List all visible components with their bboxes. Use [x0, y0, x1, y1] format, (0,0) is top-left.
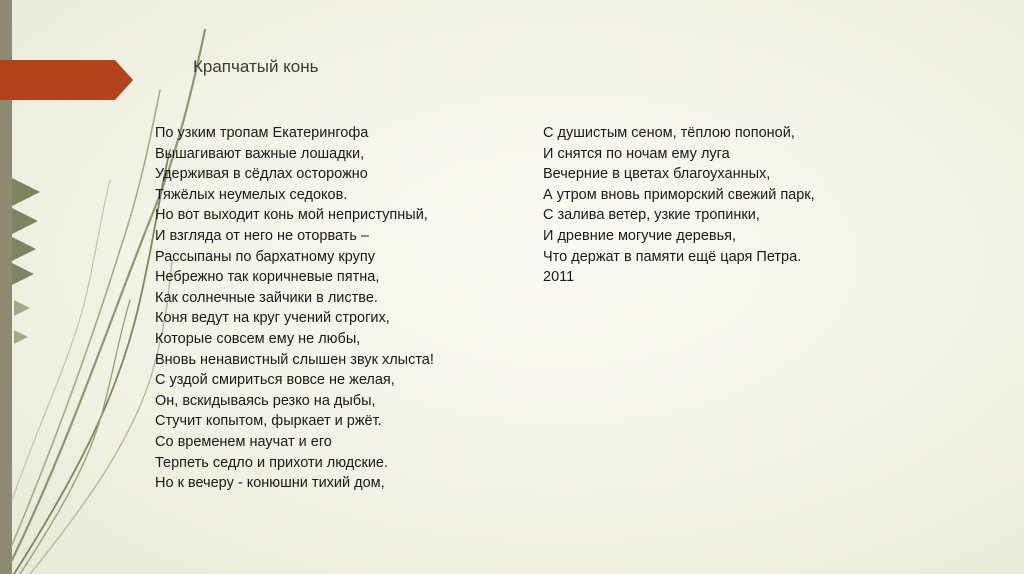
poem-line: Но к вечеру - конюшни тихий дом,: [155, 475, 385, 492]
poem-line: 2011: [543, 269, 575, 286]
poem-line: Со временем научат и его: [155, 433, 332, 450]
poem-line: И древние могучие деревья,: [543, 227, 737, 244]
poem-left-column: [155, 123, 434, 494]
poem-line: Но вот выходит конь мой неприступный,: [155, 207, 428, 224]
poem-line: Стучит копытом, фыркает и ржёт.: [155, 413, 382, 430]
poem-line: Рассыпаны по бархатному крупу: [155, 248, 375, 265]
poem-line: И снятся по ночам ему луга: [543, 145, 730, 162]
poem-line: Коня ведут на круг учений строгих,: [155, 310, 390, 327]
poem-line: Вечерние в цветах благоуханных,: [543, 166, 771, 183]
poem-line: Удерживая в сёдлах осторожно: [155, 166, 368, 183]
poem-line: Что держат в памяти ещё царя Петра.: [543, 248, 802, 265]
poem-line: С уздой смириться вовсе не желая,: [155, 372, 395, 389]
poem-line: Вышагивают важные лошадки,: [155, 145, 365, 162]
poem-line: И взгляда от него не оторвать –: [155, 227, 370, 244]
poem-line: Которые совсем ему не любы,: [155, 330, 361, 347]
poem-line: С душистым сеном, тёплою попоной,: [543, 125, 795, 141]
poem-line: А утром вновь приморский свежий парк,: [543, 186, 815, 203]
slide-title: Крапчатый конь: [193, 57, 319, 76]
poem-line: Как солнечные зайчики в листве.: [155, 289, 378, 306]
poem-line: Терпеть седло и прихоти людские.: [155, 454, 389, 471]
poem-line: По узким тропам Екатерингофа: [155, 125, 369, 141]
poem-line: С залива ветер, узкие тропинки,: [543, 207, 760, 224]
poem-line: Он, вскидываясь резко на дыбы,: [155, 392, 376, 409]
title-accent-arrow: [0, 60, 133, 100]
poem-line: Небрежно так коричневые пятна,: [155, 269, 380, 286]
poem-line: Вновь ненавистный слышен звук хлыста!: [155, 351, 434, 368]
poem-right-column: [543, 123, 815, 288]
poem-line: Тяжёлых неумелых седоков.: [155, 186, 348, 203]
